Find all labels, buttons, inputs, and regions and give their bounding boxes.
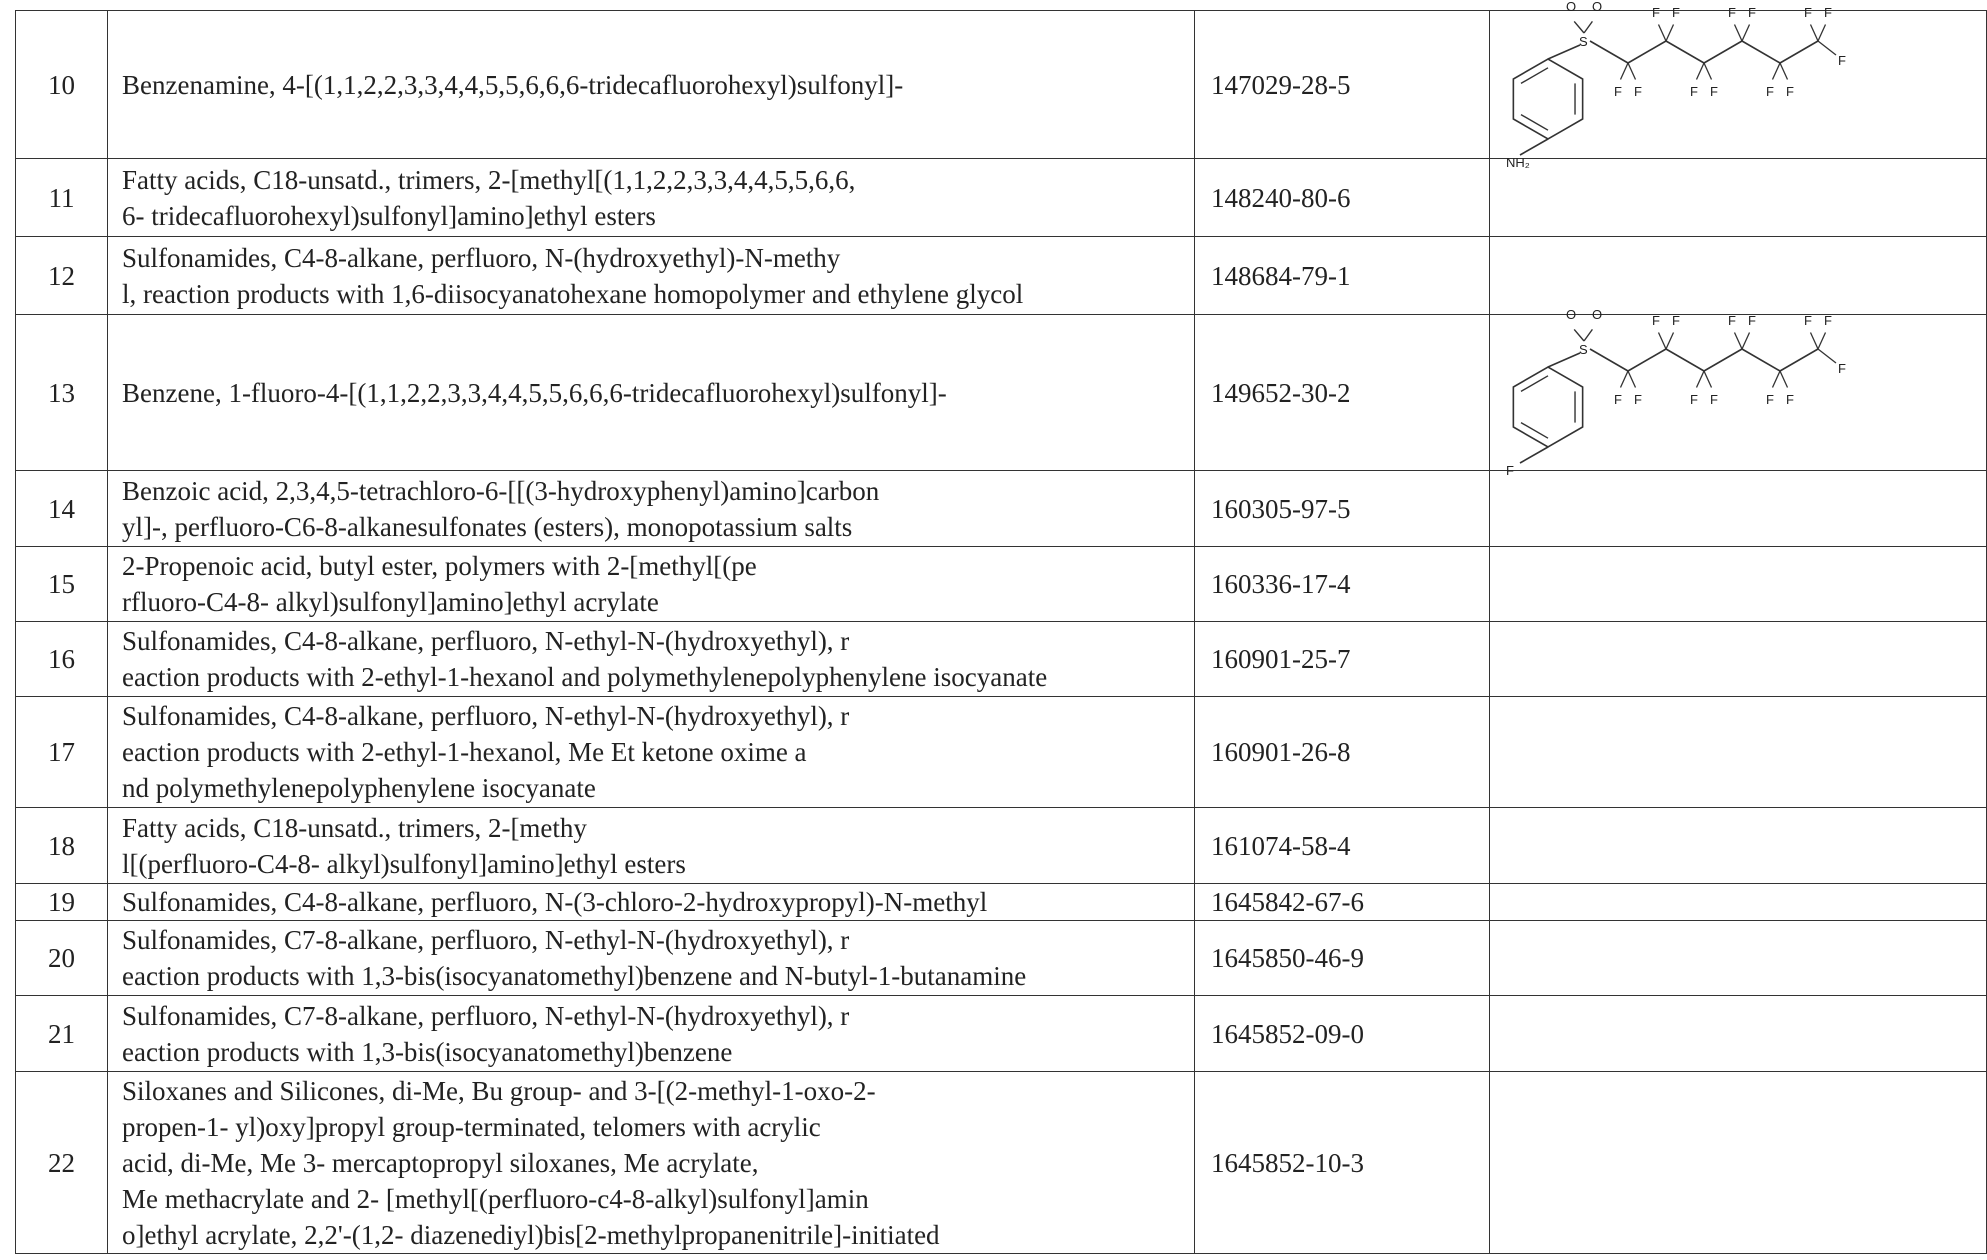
fluorine-atom-label: F (1614, 84, 1622, 99)
fluorine-bond (1697, 371, 1705, 388)
carbon-chain-bond (1704, 41, 1742, 63)
name-line: yl]-, perfluoro-C6-8-alkanesulfonates (esters), monopotassium salts (122, 511, 853, 542)
name-line: Sulfonamides, C4-8-alkane, perfluoro, N-(hydroxyethyl)-N-methy (122, 242, 841, 273)
carbon-chain-bond (1590, 41, 1628, 63)
sulfonyl-bond (1584, 21, 1592, 33)
name-line: Fatty acids, C18-unsatd., trimers, 2-[methyl[(1,1,2,2,3,3,4,4,5,5,6,6, (122, 164, 856, 195)
fluorine-atom-label: F (1748, 5, 1756, 20)
substituent-bond (1520, 447, 1548, 463)
fluorine-bond (1621, 371, 1629, 388)
cas-number: 160305-97-5 (1195, 471, 1490, 547)
row-number: 20 (16, 921, 108, 996)
structure-cell (1490, 547, 1987, 622)
carbon-chain-bond (1628, 349, 1666, 371)
table-row (16, 996, 1987, 1072)
sulfur-atom-label: S (1579, 34, 1588, 49)
structure-cell (1490, 697, 1987, 808)
table-row (16, 315, 1987, 471)
carbon-chain-bond (1666, 349, 1704, 371)
fluorine-atom-label: F (1804, 313, 1812, 328)
name-line: rfluoro-C4-8- alkyl)sulfonyl]amino]ethyl acrylate (122, 587, 659, 617)
fluorine-atom-label: F (1672, 313, 1680, 328)
structure-cell (1490, 237, 1987, 315)
substituent-bond (1520, 139, 1548, 155)
cas-number: 161074-58-4 (1195, 808, 1490, 884)
oxygen-atom-label: O (1592, 0, 1603, 14)
fluorine-bond (1742, 333, 1750, 350)
fluorine-bond (1773, 63, 1781, 80)
double-bond (1521, 115, 1548, 131)
structure-cell (1490, 884, 1987, 921)
structure-cell (1490, 921, 1987, 996)
substance-name (108, 1072, 1195, 1254)
cas-number: 1645852-10-3 (1195, 1072, 1490, 1254)
fluorine-atom-label: F (1652, 313, 1660, 328)
table-row (16, 884, 1987, 921)
structure-cell (1490, 307, 1987, 478)
sulfonyl-bond (1584, 329, 1592, 341)
fluorine-atom-label: F (1786, 84, 1794, 99)
cas-number: 160901-25-7 (1195, 622, 1490, 697)
cas-number: 160336-17-4 (1195, 547, 1490, 622)
carbon-chain-bond (1780, 41, 1818, 63)
substance-name (108, 921, 1195, 996)
substance-name (108, 547, 1195, 622)
fluorine-bond (1628, 371, 1636, 388)
cas-number: 1645842-67-6 (1195, 884, 1490, 921)
name-line: o]ethyl acrylate, 2,2'-(1,2- diazenediyl)bis[2-methylpropanenitrile]-initiated (122, 1219, 940, 1250)
fluorine-atom-label: F (1634, 84, 1642, 99)
sulfonyl-bond (1574, 329, 1584, 341)
fluorine-atom-label: F (1766, 84, 1774, 99)
name-line: Fatty acids, C18-unsatd., trimers, 2-[methy (122, 812, 587, 843)
fluorine-atom-label: F (1652, 5, 1660, 20)
name-line: 6- tridecafluorohexyl)sulfonyl]amino]ethyl esters (122, 200, 656, 231)
fluorine-atom-label: F (1728, 5, 1736, 20)
fluorine-atom-label: F (1824, 5, 1832, 20)
table-row (16, 622, 1987, 697)
row-number: 10 (16, 11, 108, 159)
row-number: 22 (16, 1072, 108, 1254)
ring-sulfur-bond (1548, 45, 1580, 59)
name-line: 2-Propenoic acid, butyl ester, polymers with 2-[methyl[(pe (122, 551, 757, 581)
substance-name: Benzene, 1-fluoro-4-[(1,1,2,2,3,3,4,4,5,5,6,6,6-tridecafluorohexyl)sulfonyl]- (108, 315, 1195, 471)
row-number: 18 (16, 808, 108, 884)
table-row (16, 471, 1987, 547)
fluorine-bond (1735, 25, 1743, 42)
structure-cell (1490, 0, 1987, 170)
double-bond (1521, 68, 1548, 84)
name-line: Benzoic acid, 2,3,4,5-tetrachloro-6-[[(3-hydroxyphenyl)amino]carbon (122, 475, 880, 506)
substance-name (108, 808, 1195, 884)
fluorine-atom-label: F (1786, 392, 1794, 407)
substance-name (108, 622, 1195, 697)
fluorine-bond (1704, 371, 1712, 388)
oxygen-atom-label: O (1566, 0, 1577, 14)
substituent-label: NH₂ (1506, 155, 1530, 170)
name-line: nd polymethylenepolyphenylene isocyanate (122, 773, 596, 803)
chemical-structure-diagram (1490, 307, 1987, 478)
fluorine-atom-label: F (1804, 5, 1812, 20)
chemical-structure-diagram (1490, 0, 1987, 170)
fluorine-bond (1659, 333, 1667, 350)
fluorine-bond (1811, 25, 1819, 42)
carbon-chain-bond (1666, 41, 1704, 63)
fluorine-bond (1704, 63, 1712, 80)
carbon-chain-bond (1780, 349, 1818, 371)
cas-number: 1645850-46-9 (1195, 921, 1490, 996)
cas-number: 1645852-09-0 (1195, 996, 1490, 1072)
fluorine-bond (1697, 63, 1705, 80)
fluorine-bond (1666, 333, 1674, 350)
table-row (16, 1072, 1987, 1254)
carbon-chain-bond (1590, 349, 1628, 371)
carbon-chain-bond (1704, 349, 1742, 371)
name-line: eaction products with 1,3-bis(isocyanatomethyl)benzene (122, 1036, 733, 1067)
row-number: 11 (16, 159, 108, 237)
substance-name (108, 697, 1195, 808)
table-row (16, 11, 1987, 159)
fluorine-atom-label: F (1690, 392, 1698, 407)
fluorine-atom-label: F (1728, 313, 1736, 328)
name-line: Sulfonamides, C4-8-alkane, perfluoro, N-ethyl-N-(hydroxyethyl), r (122, 626, 850, 656)
sulfur-atom-label: S (1579, 342, 1588, 357)
substance-name (108, 237, 1195, 315)
name-line: acid, di-Me, Me 3- mercaptopropyl siloxanes, Me acrylate, (122, 1147, 759, 1178)
name-line: Me methacrylate and 2- [methyl[(perfluoro-c4-8-alkyl)sulfonyl]amin (122, 1183, 869, 1214)
substance-table-page (15, 0, 1987, 1254)
carbon-chain-bond (1742, 349, 1780, 371)
fluorine-atom-label: F (1838, 53, 1846, 68)
cas-number: 147029-28-5 (1195, 11, 1490, 159)
structure-cell (1490, 471, 1987, 547)
fluorine-bond (1780, 63, 1788, 80)
oxygen-atom-label: O (1592, 307, 1603, 322)
row-number: 21 (16, 996, 108, 1072)
fluorine-atom-label: F (1710, 392, 1718, 407)
name-line: Sulfonamides, C4-8-alkane, perfluoro, N-ethyl-N-(hydroxyethyl), r (122, 701, 850, 731)
table-row (16, 237, 1987, 315)
fluorine-atom-label: F (1634, 392, 1642, 407)
cas-number: 148240-80-6 (1195, 159, 1490, 237)
structure-cell (1490, 622, 1987, 697)
terminal-fluorine-bond (1818, 349, 1836, 363)
fluorine-atom-label: F (1838, 361, 1846, 376)
name-line: eaction products with 2-ethyl-1-hexanol and polymethylenepolyphenylene isocyanate (122, 662, 1048, 692)
substance-name (108, 471, 1195, 547)
cas-number: 148684-79-1 (1195, 237, 1490, 315)
fluorine-bond (1628, 63, 1636, 80)
structure-cell (1490, 808, 1987, 884)
fluorine-bond (1773, 371, 1781, 388)
name-line: eaction products with 2-ethyl-1-hexanol, Me Et ketone oxime a (122, 737, 807, 767)
fluorine-atom-label: F (1748, 313, 1756, 328)
ring-sulfur-bond (1548, 353, 1580, 367)
name-line: Sulfonamides, C7-8-alkane, perfluoro, N-ethyl-N-(hydroxyethyl), r (122, 1000, 850, 1031)
row-number: 17 (16, 697, 108, 808)
structure-cell (1490, 1072, 1987, 1254)
table-row (16, 547, 1987, 622)
name-line: l, reaction products with 1,6-diisocyanatohexane homopolymer and ethylene glycol (122, 278, 1024, 309)
substance-name: Benzenamine, 4-[(1,1,2,2,3,3,4,4,5,5,6,6,6-tridecafluorohexyl)sulfonyl]- (108, 11, 1195, 159)
table-body (16, 0, 1987, 1254)
double-bond (1521, 423, 1548, 439)
substance-name (108, 159, 1195, 237)
cas-number: 160901-26-8 (1195, 697, 1490, 808)
structure-cell (1490, 159, 1987, 237)
fluorine-bond (1818, 333, 1826, 350)
fluorine-atom-label: F (1710, 84, 1718, 99)
table-row (16, 921, 1987, 996)
substituent-label: F (1506, 463, 1514, 478)
row-number: 14 (16, 471, 108, 547)
substance-name (108, 996, 1195, 1072)
benzene-ring (1513, 367, 1582, 447)
table-row (16, 697, 1987, 808)
carbon-chain-bond (1628, 41, 1666, 63)
fluorine-bond (1621, 63, 1629, 80)
row-number: 16 (16, 622, 108, 697)
name-line: l[(perfluoro-C4-8- alkyl)sulfonyl]amino]ethyl esters (122, 848, 686, 879)
name-line: Sulfonamides, C7-8-alkane, perfluoro, N-ethyl-N-(hydroxyethyl), r (122, 925, 850, 955)
fluorine-bond (1742, 25, 1750, 42)
benzene-ring (1513, 59, 1582, 139)
terminal-fluorine-bond (1818, 41, 1836, 55)
name-line: eaction products with 1,3-bis(isocyanatomethyl)benzene and N-butyl-1-butanamine (122, 961, 1027, 991)
row-number: 13 (16, 315, 108, 471)
double-bond (1521, 376, 1548, 392)
oxygen-atom-label: O (1566, 307, 1577, 322)
substance-table (15, 0, 1987, 1254)
structure-cell (1490, 996, 1987, 1072)
carbon-chain-bond (1742, 41, 1780, 63)
fluorine-bond (1666, 25, 1674, 42)
fluorine-bond (1811, 333, 1819, 350)
sulfonyl-bond (1574, 21, 1584, 33)
fluorine-bond (1818, 25, 1826, 42)
fluorine-atom-label: F (1824, 313, 1832, 328)
fluorine-atom-label: F (1672, 5, 1680, 20)
fluorine-bond (1735, 333, 1743, 350)
row-number: 15 (16, 547, 108, 622)
fluorine-bond (1659, 25, 1667, 42)
name-line: Siloxanes and Silicones, di-Me, Bu group- and 3-[(2-methyl-1-oxo-2- (122, 1075, 876, 1106)
row-number: 19 (16, 884, 108, 921)
table-row (16, 808, 1987, 884)
table-row (16, 159, 1987, 237)
substance-name: Sulfonamides, C4-8-alkane, perfluoro, N-(3-chloro-2-hydroxypropyl)-N-methyl (108, 884, 1195, 921)
cas-number: 149652-30-2 (1195, 315, 1490, 471)
fluorine-bond (1780, 371, 1788, 388)
name-line: propen-1- yl)oxy]propyl group-terminated, telomers with acrylic (122, 1111, 821, 1142)
fluorine-atom-label: F (1690, 84, 1698, 99)
row-number: 12 (16, 237, 108, 315)
fluorine-atom-label: F (1766, 392, 1774, 407)
fluorine-atom-label: F (1614, 392, 1622, 407)
